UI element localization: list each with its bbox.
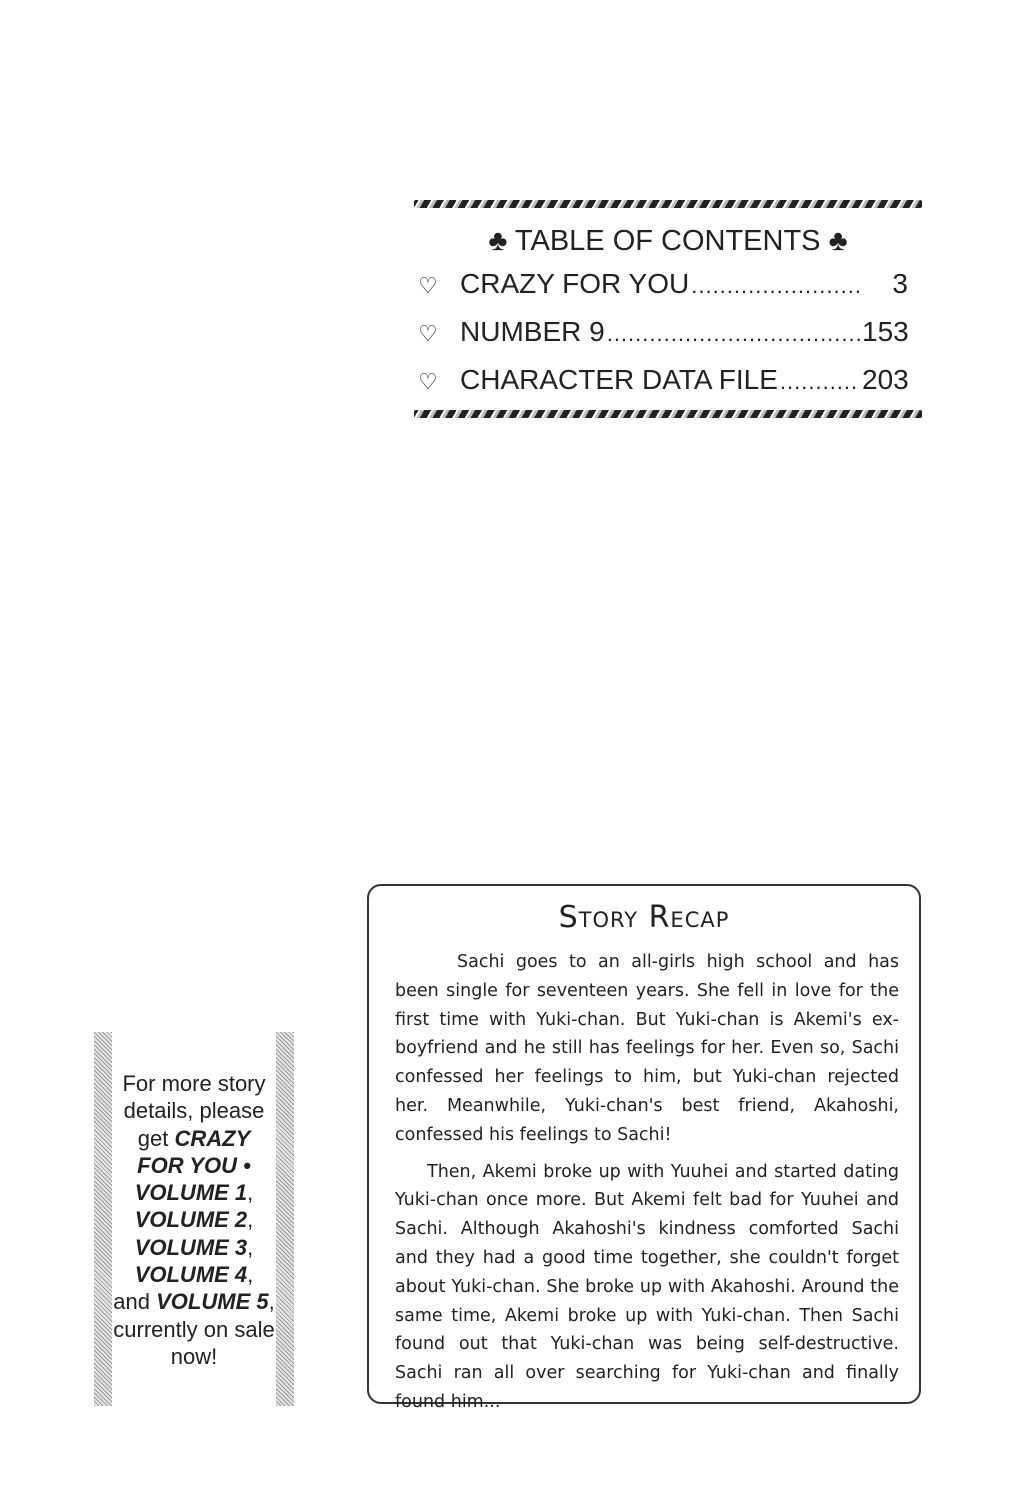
heart-icon: ♡ — [418, 273, 438, 298]
toc-item-label: CRAZY FOR YOU — [460, 268, 690, 299]
toc-title: ♣ TABLE OF CONTENTS ♣ — [488, 225, 848, 257]
story-recap-box — [367, 884, 921, 1412]
toc-bottom-border — [414, 410, 922, 418]
recap-title: Story Recap — [558, 900, 730, 935]
note-tail: , currently on sale now! — [113, 1289, 275, 1369]
recap-body — [395, 948, 899, 1417]
toc-item-page: 3 — [892, 268, 908, 299]
volume-3: VOLUME 3 — [134, 1234, 248, 1260]
volume-5: VOLUME 5 — [156, 1289, 269, 1315]
toc-item[interactable] — [414, 356, 922, 404]
volume-2: VOLUME 2 — [134, 1207, 248, 1233]
toc-item[interactable] — [414, 308, 922, 356]
recap-paragraph: Sachi goes to an all-girls high school and has been single for seventeen years. She fell in love for the first time with Yuki-chan. But Yuki-chan is Akemi's ex-boyfriend and he still has feelings for her. Even so, Sachi confessed her feelings to him, but Yuki-chan rejected her. Meanwhile, Yuki-chan's best friend, Akahoshi, confessed his feelings to Sachi! — [395, 952, 899, 1145]
more-details-note — [94, 1032, 294, 1406]
table-of-contents — [414, 200, 922, 418]
toc-item-page: 203 — [862, 364, 909, 395]
toc-item-label: NUMBER 9 — [460, 316, 605, 347]
volume-4: VOLUME 4 — [134, 1262, 248, 1288]
series-title: CRAZY FOR YOU • — [137, 1125, 251, 1178]
screentone-stripe — [94, 1032, 112, 1406]
recap-paragraph: Then, Akemi broke up with Yuuhei and started dating Yuki-chan once more. But Akemi felt bad for Yuuhei and Sachi. Although Akahoshi's kindness comforted Sachi and they had a good time together, she couldn't forget about Yuki-chan. She broke up with Akahoshi. Around the same time, Akemi broke up with Yuki-chan. Then Sachi found out that Yuki-chan was being self-destructive. Sachi ran all over searching for Yuki-chan and finally found him... — [395, 1161, 899, 1412]
leader-dots — [607, 310, 860, 358]
leader-dots — [780, 358, 860, 406]
note-text: For more story details, please get CRAZY FOR YOU • VOLUME 1, VOLUME 2, VOLUME 3, VOLUME 4, and VOLUME 5, currently on sale now! — [113, 1071, 275, 1369]
note-and: and — [113, 1289, 150, 1315]
heart-icon: ♡ — [418, 321, 438, 346]
screentone-stripe — [276, 1032, 294, 1406]
toc-item-label: CHARACTER DATA FILE — [460, 364, 778, 395]
toc-top-border — [414, 200, 922, 208]
heart-icon: ♡ — [418, 369, 438, 394]
note-lead: For more story details, please get — [122, 1071, 266, 1151]
leader-dots — [691, 262, 860, 310]
toc-item-page: 153 — [862, 316, 909, 347]
volume-1: VOLUME 1 — [134, 1180, 248, 1206]
toc-item[interactable] — [414, 260, 922, 308]
